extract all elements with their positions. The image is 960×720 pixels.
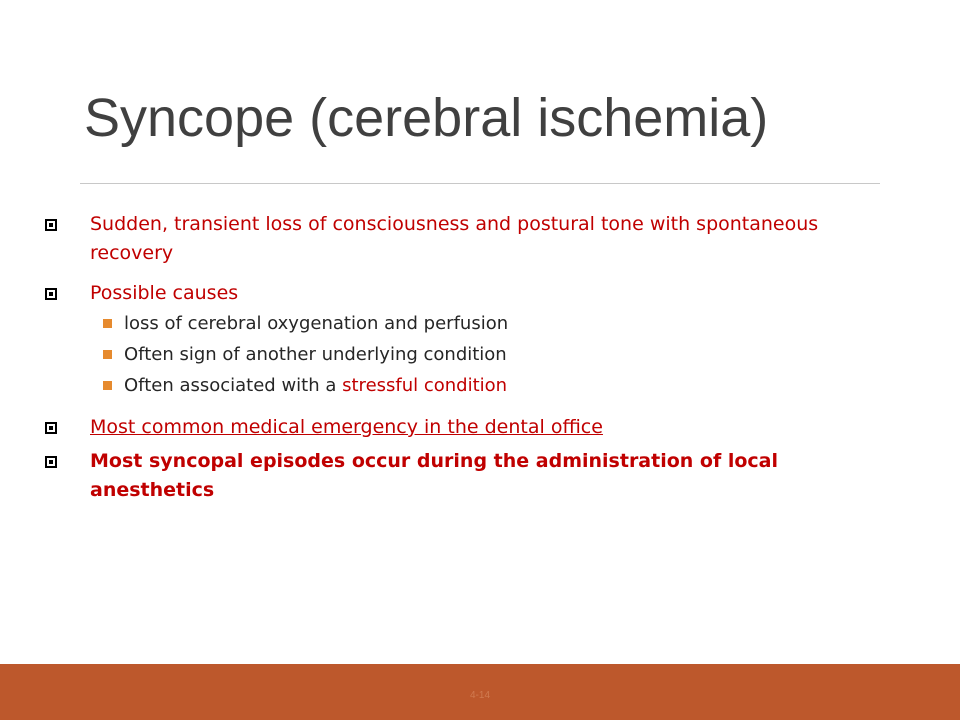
checkbox-square-icon [45, 219, 57, 231]
checkbox-square-icon [45, 288, 57, 300]
slide-title: Syncope (cerebral ischemia) [84, 88, 769, 148]
bullet-list [44, 210, 844, 505]
slide-number: 4-14 [469, 690, 490, 701]
bullet-text: Sudden, transient loss of consciousness and postural tone with spontaneous recovery [90, 213, 819, 264]
sub-bullet-text: Often sign of another underlying condition [124, 344, 507, 365]
bullet-item [44, 413, 844, 442]
sub-bullet-highlight: stressful condition [342, 375, 508, 396]
checkbox-square-icon [45, 456, 57, 468]
sub-bullet-item [44, 308, 844, 339]
bullet-item [44, 447, 844, 505]
bullet-item [44, 279, 844, 308]
bullet-text: Most common medical emergency in the dental office [90, 416, 603, 438]
sub-bullet-text: Often associated with a [124, 375, 343, 396]
title-divider [80, 183, 880, 184]
sub-bullet-text: loss of cerebral oxygenation and perfusion [124, 313, 509, 334]
bullet-text: Possible causes [90, 282, 239, 304]
sub-bullet-item [44, 339, 844, 370]
orange-square-icon [103, 350, 112, 359]
bullet-item [44, 210, 844, 268]
checkbox-square-icon [45, 422, 57, 434]
orange-square-icon [103, 319, 112, 328]
sub-bullet-item [44, 370, 844, 401]
bullet-text: Most syncopal episodes occur during the administration of local anesthetics [90, 450, 779, 501]
orange-square-icon [103, 381, 112, 390]
